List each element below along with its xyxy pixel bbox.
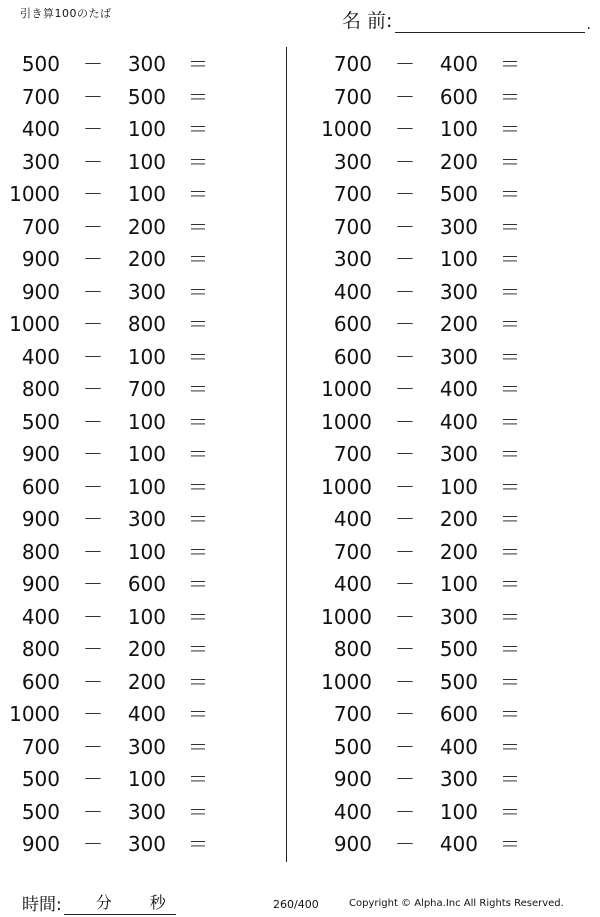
equals-sign: ＝	[500, 117, 520, 141]
minuend: 900	[21, 832, 60, 856]
minuend: 900	[21, 572, 60, 596]
minus-sign: －	[395, 702, 415, 726]
minus-sign: －	[83, 52, 103, 76]
subtrahend: 300	[127, 279, 166, 304]
worksheet-title: 引き算100のたば	[20, 7, 112, 20]
minus-sign: －	[395, 377, 415, 401]
minutes-label: 分	[95, 893, 112, 912]
column-divider	[286, 47, 287, 862]
minus-sign: －	[395, 84, 415, 109]
minuend: 300	[333, 149, 372, 174]
equals-sign: ＝	[188, 214, 208, 239]
minuend: 500	[21, 409, 60, 434]
name-label: 名 前:	[342, 10, 393, 32]
subtrahend: 300	[127, 799, 166, 824]
minuend: 600	[333, 344, 372, 369]
problem-row	[0, 828, 280, 861]
minuend: 1000	[321, 474, 372, 499]
subtrahend: 200	[127, 247, 166, 271]
minuend: 900	[21, 507, 60, 531]
minus-sign: －	[83, 604, 103, 629]
subtrahend: 100	[127, 474, 166, 499]
minuend: 400	[333, 572, 372, 596]
subtrahend: 200	[439, 149, 478, 174]
seconds-label: 秒	[149, 893, 166, 912]
equals-sign: ＝	[188, 312, 208, 336]
minuend: 800	[21, 539, 60, 564]
equals-sign: ＝	[500, 637, 520, 661]
problem-row	[0, 568, 280, 601]
problem-row	[0, 373, 280, 406]
minus-sign: －	[395, 669, 415, 694]
minus-sign: －	[395, 247, 415, 271]
minus-sign: －	[395, 604, 415, 629]
problem-row	[0, 341, 280, 374]
problem-row	[0, 633, 280, 666]
equals-sign: ＝	[500, 344, 520, 369]
minus-sign: －	[395, 799, 415, 824]
equals-sign: ＝	[500, 507, 520, 531]
problem-row	[0, 113, 280, 146]
problem-row	[0, 48, 280, 81]
subtrahend: 100	[127, 604, 166, 629]
equals-sign: ＝	[500, 767, 520, 791]
minuend: 900	[333, 832, 372, 856]
minuend: 1000	[321, 117, 372, 141]
problem-row	[312, 113, 592, 146]
equals-sign: ＝	[500, 702, 520, 726]
minus-sign: －	[83, 669, 103, 694]
equals-sign: ＝	[188, 734, 208, 759]
minus-sign: －	[83, 214, 103, 239]
minus-sign: －	[395, 539, 415, 564]
subtrahend: 300	[439, 214, 478, 239]
subtrahend: 100	[439, 474, 478, 499]
subtrahend: 500	[127, 84, 166, 109]
minuend: 400	[333, 799, 372, 824]
equals-sign: ＝	[188, 182, 208, 206]
name-blank-line[interactable]	[395, 12, 585, 33]
subtrahend: 200	[439, 539, 478, 564]
equals-sign: ＝	[500, 52, 520, 76]
minus-sign: －	[395, 182, 415, 206]
equals-sign: ＝	[188, 117, 208, 141]
equals-sign: ＝	[188, 832, 208, 856]
minus-sign: －	[83, 832, 103, 856]
problem-row	[0, 178, 280, 211]
subtrahend: 400	[127, 702, 166, 726]
subtrahend: 300	[127, 734, 166, 759]
equals-sign: ＝	[188, 84, 208, 109]
minus-sign: －	[83, 279, 103, 304]
time-field	[22, 890, 176, 915]
equals-sign: ＝	[500, 474, 520, 499]
subtrahend: 300	[439, 344, 478, 369]
subtrahend: 100	[127, 539, 166, 564]
problem-row	[0, 796, 280, 829]
minuend: 700	[333, 84, 372, 109]
minus-sign: －	[395, 572, 415, 596]
problem-row	[0, 406, 280, 439]
subtrahend: 100	[127, 409, 166, 434]
minus-sign: －	[395, 474, 415, 499]
equals-sign: ＝	[500, 604, 520, 629]
minus-sign: －	[395, 767, 415, 791]
subtrahend: 400	[439, 377, 478, 401]
minuend: 500	[333, 734, 372, 759]
minus-sign: －	[83, 442, 103, 466]
equals-sign: ＝	[188, 702, 208, 726]
problem-row	[312, 796, 592, 829]
copyright-notice: Copyright © Alpha.Inc All Rights Reserved.	[349, 898, 564, 909]
problem-row	[312, 731, 592, 764]
subtrahend: 300	[439, 767, 478, 791]
subtrahend: 200	[127, 637, 166, 661]
minuend: 700	[21, 84, 60, 109]
subtrahend: 100	[127, 182, 166, 206]
minuend: 400	[21, 117, 60, 141]
equals-sign: ＝	[500, 247, 520, 271]
subtrahend: 200	[439, 312, 478, 336]
equals-sign: ＝	[500, 377, 520, 401]
equals-sign: ＝	[500, 572, 520, 596]
subtrahend: 100	[127, 149, 166, 174]
subtrahend: 100	[127, 442, 166, 466]
subtrahend: 300	[439, 604, 478, 629]
problem-row	[312, 211, 592, 244]
problem-row	[0, 438, 280, 471]
equals-sign: ＝	[188, 799, 208, 824]
subtrahend: 300	[127, 832, 166, 856]
minuend: 400	[21, 604, 60, 629]
minuend: 1000	[321, 377, 372, 401]
subtrahend: 400	[439, 734, 478, 759]
minus-sign: －	[83, 149, 103, 174]
minuend: 700	[21, 734, 60, 759]
equals-sign: ＝	[500, 409, 520, 434]
time-blank-line[interactable]	[64, 892, 176, 915]
minuend: 1000	[9, 312, 60, 336]
minus-sign: －	[83, 799, 103, 824]
minuend: 700	[21, 214, 60, 239]
minuend: 1000	[321, 409, 372, 434]
minuend: 300	[21, 149, 60, 174]
minus-sign: －	[395, 279, 415, 304]
minuend: 500	[21, 767, 60, 791]
subtrahend: 200	[439, 507, 478, 531]
problem-row	[312, 568, 592, 601]
problem-row	[312, 406, 592, 439]
minuend: 500	[21, 52, 60, 76]
equals-sign: ＝	[500, 312, 520, 336]
minuend: 400	[21, 344, 60, 369]
subtrahend: 300	[439, 442, 478, 466]
subtrahend: 500	[439, 637, 478, 661]
subtrahend: 600	[439, 702, 478, 726]
equals-sign: ＝	[188, 767, 208, 791]
minus-sign: －	[395, 832, 415, 856]
problem-row	[312, 633, 592, 666]
subtrahend: 500	[439, 182, 478, 206]
subtrahend: 100	[439, 247, 478, 271]
equals-sign: ＝	[188, 52, 208, 76]
problem-row	[0, 211, 280, 244]
equals-sign: ＝	[500, 832, 520, 856]
minus-sign: －	[83, 117, 103, 141]
minuend: 500	[21, 799, 60, 824]
minuend: 600	[21, 669, 60, 694]
minus-sign: －	[83, 84, 103, 109]
minus-sign: －	[83, 702, 103, 726]
minuend: 300	[333, 247, 372, 271]
equals-sign: ＝	[500, 279, 520, 304]
minus-sign: －	[83, 637, 103, 661]
problem-row	[312, 698, 592, 731]
subtrahend: 500	[439, 669, 478, 694]
problem-row	[0, 146, 280, 179]
minuend: 700	[333, 214, 372, 239]
subtrahend: 600	[439, 84, 478, 109]
minus-sign: －	[395, 442, 415, 466]
minuend: 700	[333, 702, 372, 726]
equals-sign: ＝	[188, 279, 208, 304]
problem-row	[0, 536, 280, 569]
subtrahend: 300	[439, 279, 478, 304]
problem-row	[0, 243, 280, 276]
equals-sign: ＝	[188, 637, 208, 661]
equals-sign: ＝	[188, 149, 208, 174]
subtrahend: 100	[127, 344, 166, 369]
equals-sign: ＝	[500, 149, 520, 174]
problem-row	[0, 666, 280, 699]
minuend: 1000	[321, 669, 372, 694]
minus-sign: －	[83, 767, 103, 791]
problem-row	[0, 763, 280, 796]
minus-sign: －	[83, 344, 103, 369]
minuend: 1000	[321, 604, 372, 629]
subtrahend: 100	[439, 572, 478, 596]
equals-sign: ＝	[188, 442, 208, 466]
equals-sign: ＝	[500, 539, 520, 564]
equals-sign: ＝	[500, 799, 520, 824]
equals-sign: ＝	[188, 344, 208, 369]
problem-row	[0, 503, 280, 536]
minuend: 700	[333, 52, 372, 76]
equals-sign: ＝	[188, 539, 208, 564]
subtrahend: 100	[127, 767, 166, 791]
subtrahend: 200	[127, 214, 166, 239]
minus-sign: －	[395, 214, 415, 239]
problem-row	[312, 471, 592, 504]
problem-row	[0, 698, 280, 731]
minuend: 900	[333, 767, 372, 791]
minuend: 400	[333, 507, 372, 531]
subtrahend: 100	[127, 117, 166, 141]
problem-row	[312, 243, 592, 276]
problem-row	[312, 308, 592, 341]
minuend: 900	[21, 442, 60, 466]
problem-row	[312, 763, 592, 796]
minuend: 1000	[9, 702, 60, 726]
equals-sign: ＝	[500, 734, 520, 759]
problem-row	[312, 373, 592, 406]
problem-row	[0, 731, 280, 764]
subtrahend: 400	[439, 832, 478, 856]
minuend: 800	[21, 637, 60, 661]
name-end-mark: .	[586, 17, 591, 33]
problem-row	[0, 601, 280, 634]
equals-sign: ＝	[188, 247, 208, 271]
right-problem-column	[312, 48, 592, 861]
minuend: 800	[21, 377, 60, 401]
minuend: 800	[333, 637, 372, 661]
minus-sign: －	[395, 409, 415, 434]
minuend: 600	[21, 474, 60, 499]
problem-row	[312, 81, 592, 114]
equals-sign: ＝	[188, 669, 208, 694]
minus-sign: －	[83, 182, 103, 206]
name-field	[342, 6, 591, 33]
equals-sign: ＝	[500, 442, 520, 466]
subtrahend: 100	[439, 799, 478, 824]
minus-sign: －	[83, 734, 103, 759]
minus-sign: －	[395, 52, 415, 76]
minus-sign: －	[83, 312, 103, 336]
problem-row	[0, 471, 280, 504]
minus-sign: －	[83, 409, 103, 434]
minus-sign: －	[395, 637, 415, 661]
equals-sign: ＝	[188, 604, 208, 629]
page-number: 260/400	[273, 898, 319, 911]
minus-sign: －	[83, 539, 103, 564]
problem-row	[312, 666, 592, 699]
minuend: 1000	[9, 182, 60, 206]
problem-row	[312, 146, 592, 179]
minuend: 700	[333, 539, 372, 564]
minus-sign: －	[83, 247, 103, 271]
equals-sign: ＝	[188, 474, 208, 499]
minus-sign: －	[395, 149, 415, 174]
minus-sign: －	[83, 377, 103, 401]
subtrahend: 800	[127, 312, 166, 336]
minus-sign: －	[395, 344, 415, 369]
problem-row	[312, 438, 592, 471]
equals-sign: ＝	[500, 669, 520, 694]
equals-sign: ＝	[188, 507, 208, 531]
subtrahend: 400	[439, 409, 478, 434]
minus-sign: －	[83, 572, 103, 596]
minuend: 400	[333, 279, 372, 304]
subtrahend: 200	[127, 669, 166, 694]
minus-sign: －	[83, 474, 103, 499]
subtrahend: 700	[127, 377, 166, 401]
minus-sign: －	[395, 312, 415, 336]
minuend: 900	[21, 279, 60, 304]
equals-sign: ＝	[500, 84, 520, 109]
problem-row	[0, 276, 280, 309]
subtrahend: 100	[439, 117, 478, 141]
minuend: 600	[333, 312, 372, 336]
problem-row	[312, 341, 592, 374]
problem-row	[0, 308, 280, 341]
problem-row	[312, 536, 592, 569]
subtrahend: 300	[127, 507, 166, 531]
problem-row	[312, 828, 592, 861]
minuend: 700	[333, 182, 372, 206]
minuend: 700	[333, 442, 372, 466]
equals-sign: ＝	[188, 409, 208, 434]
problem-row	[312, 503, 592, 536]
time-label: 時間:	[22, 895, 62, 915]
minus-sign: －	[395, 734, 415, 759]
problem-row	[312, 276, 592, 309]
equals-sign: ＝	[500, 214, 520, 239]
equals-sign: ＝	[500, 182, 520, 206]
minus-sign: －	[83, 507, 103, 531]
subtrahend: 300	[127, 52, 166, 76]
problem-row	[312, 178, 592, 211]
problem-row	[312, 601, 592, 634]
subtrahend: 400	[439, 52, 478, 76]
left-problem-column	[0, 48, 280, 861]
problem-row	[0, 81, 280, 114]
subtrahend: 600	[127, 572, 166, 596]
equals-sign: ＝	[188, 572, 208, 596]
minus-sign: －	[395, 507, 415, 531]
problem-row	[312, 48, 592, 81]
minus-sign: －	[395, 117, 415, 141]
equals-sign: ＝	[188, 377, 208, 401]
minuend: 900	[21, 247, 60, 271]
